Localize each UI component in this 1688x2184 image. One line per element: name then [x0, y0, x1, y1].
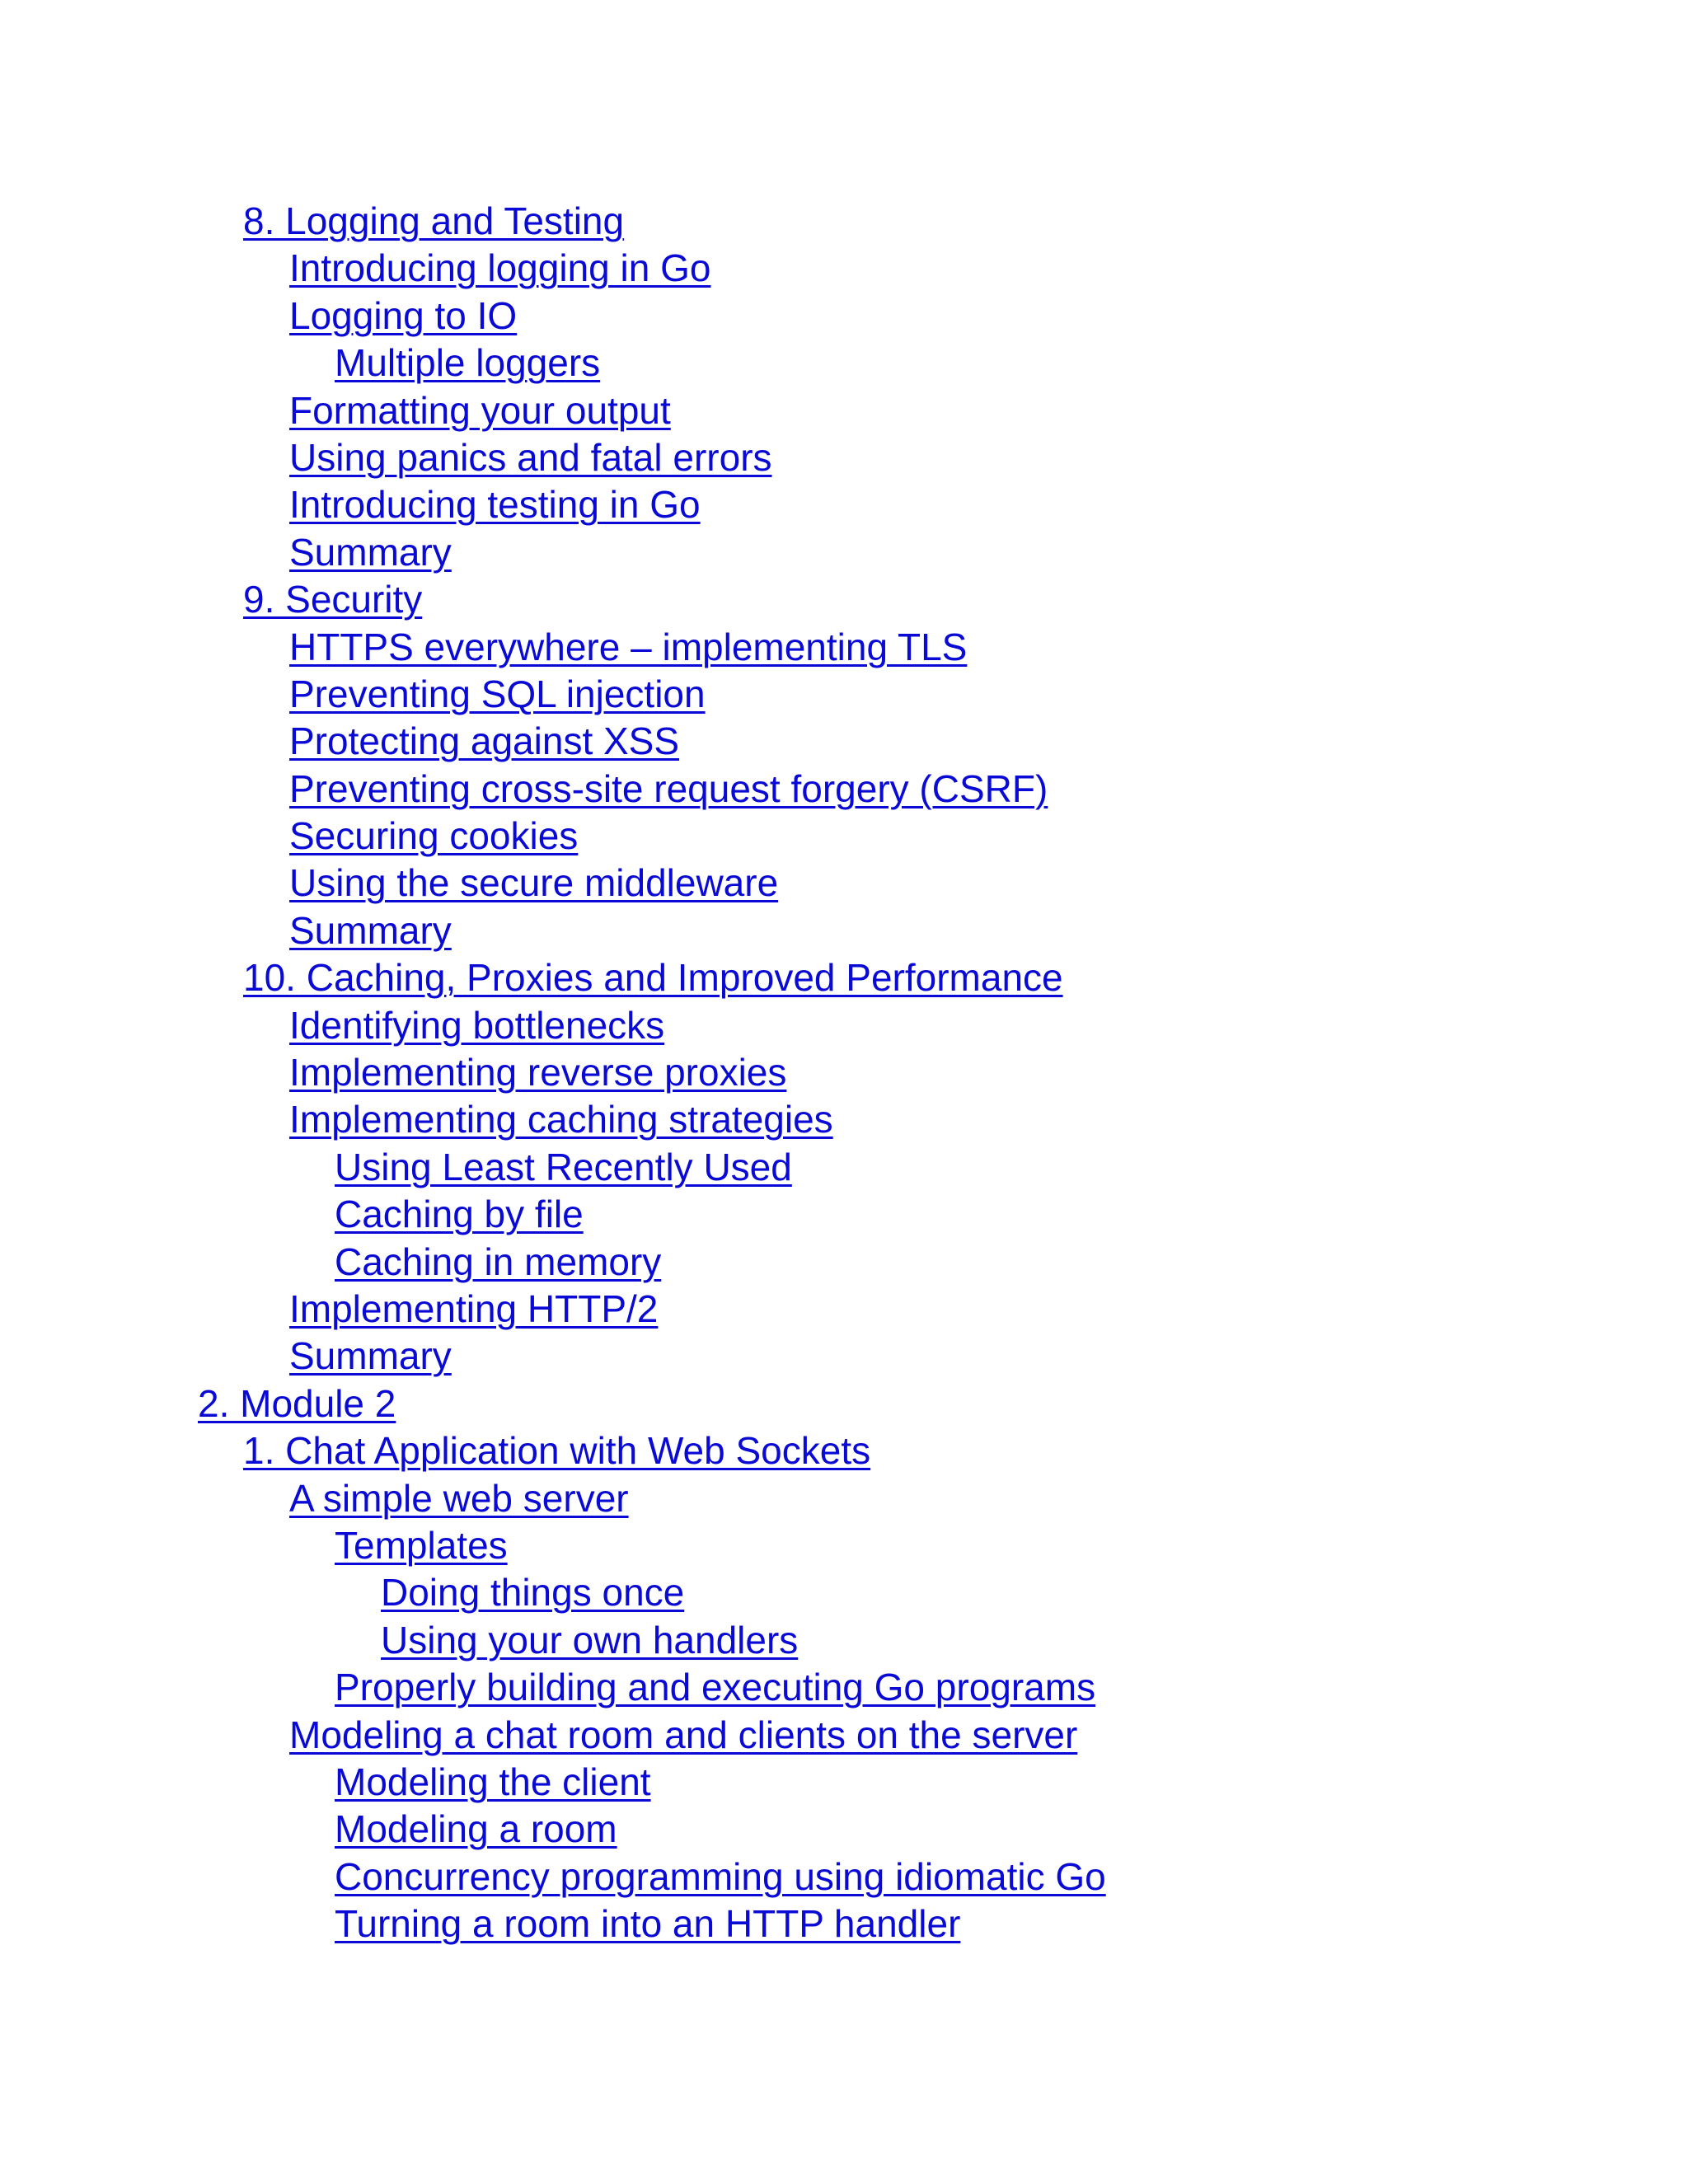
toc-link[interactable]: Summary [289, 530, 452, 574]
toc-link[interactable]: Using the secure middleware [289, 861, 779, 905]
toc-entry [0, 1239, 1688, 1286]
toc-entry [0, 1617, 1688, 1664]
toc-link[interactable]: Doing things once [381, 1571, 685, 1615]
toc-link[interactable]: Multiple loggers [335, 341, 601, 385]
toc-link[interactable]: Formatting your output [289, 388, 671, 432]
toc-entry [0, 1096, 1688, 1143]
toc-link[interactable]: 10. Caching, Proxies and Improved Performance [243, 956, 1063, 1000]
toc-entry [0, 1522, 1688, 1569]
toc-link[interactable]: Protecting against XSS [289, 719, 680, 763]
toc-entry [0, 1569, 1688, 1616]
toc-link[interactable]: 8. Logging and Testing [243, 199, 625, 242]
toc-entry [0, 1806, 1688, 1853]
toc-entry [0, 1759, 1688, 1806]
toc-link[interactable]: Implementing caching strategies [289, 1098, 833, 1141]
toc-entry [0, 1286, 1688, 1333]
toc-entry [0, 1002, 1688, 1049]
toc-link[interactable]: Preventing cross-site request forgery (CSRF) [289, 766, 1048, 810]
toc-entry [0, 860, 1688, 907]
toc-link[interactable]: Templates [335, 1523, 508, 1567]
toc-link[interactable]: Implementing reverse proxies [289, 1051, 787, 1094]
toc-entry [0, 766, 1688, 813]
toc-link[interactable]: Implementing HTTP/2 [289, 1286, 659, 1330]
toc-link[interactable]: Modeling the client [335, 1760, 651, 1803]
toc-link[interactable]: Logging to IO [289, 293, 518, 337]
toc-entry [0, 624, 1688, 671]
toc-entry [0, 1900, 1688, 1947]
toc-entry [0, 1380, 1688, 1427]
toc-entry [0, 481, 1688, 528]
toc-link[interactable]: Identifying bottlenecks [289, 1003, 665, 1047]
toc-link[interactable]: Properly building and executing Go programs [335, 1666, 1096, 1709]
toc-link[interactable]: A simple web server [289, 1476, 629, 1520]
toc-link[interactable]: 1. Chat Application with Web Sockets [243, 1429, 871, 1473]
table-of-contents [0, 198, 1688, 1947]
toc-link[interactable]: Caching in memory [335, 1240, 662, 1283]
toc-link[interactable]: Introducing logging in Go [289, 246, 711, 290]
toc-entry [0, 1191, 1688, 1238]
toc-entry [0, 387, 1688, 434]
toc-entry [0, 954, 1688, 1001]
toc-entry [0, 245, 1688, 292]
toc-entry [0, 340, 1688, 387]
toc-link[interactable]: Caching by file [335, 1193, 584, 1236]
toc-entry [0, 1854, 1688, 1900]
toc-entry [0, 293, 1688, 340]
toc-link[interactable]: 9. Security [243, 578, 423, 621]
toc-entry [0, 1475, 1688, 1522]
toc-entry [0, 907, 1688, 954]
toc-link[interactable]: Securing cookies [289, 814, 579, 858]
toc-link[interactable]: Summary [289, 1334, 452, 1378]
toc-entry [0, 1712, 1688, 1759]
toc-link[interactable]: Turning a room into an HTTP handler [335, 1902, 961, 1946]
toc-entry [0, 1664, 1688, 1711]
toc-entry [0, 434, 1688, 481]
toc-link[interactable]: 2. Module 2 [198, 1381, 396, 1425]
toc-link[interactable]: HTTPS everywhere – implementing TLS [289, 625, 968, 668]
toc-entry [0, 529, 1688, 576]
toc-link[interactable]: Modeling a chat room and clients on the server [289, 1713, 1078, 1756]
toc-link[interactable]: Concurrency programming using idiomatic Go [335, 1854, 1106, 1898]
toc-entry [0, 1144, 1688, 1191]
toc-entry [0, 718, 1688, 765]
toc-entry [0, 671, 1688, 718]
toc-link[interactable]: Using Least Recently Used [335, 1145, 792, 1188]
toc-entry [0, 576, 1688, 623]
toc-entry [0, 198, 1688, 245]
toc-entry [0, 1049, 1688, 1096]
toc-link[interactable]: Preventing SQL injection [289, 672, 706, 715]
toc-entry [0, 1333, 1688, 1380]
toc-entry [0, 813, 1688, 860]
toc-link[interactable]: Introducing testing in Go [289, 483, 701, 527]
toc-link[interactable]: Using your own handlers [381, 1618, 799, 1661]
toc-link[interactable]: Modeling a room [335, 1807, 617, 1851]
toc-link[interactable]: Summary [289, 908, 452, 952]
toc-link[interactable]: Using panics and fatal errors [289, 435, 772, 479]
toc-entry [0, 1427, 1688, 1474]
